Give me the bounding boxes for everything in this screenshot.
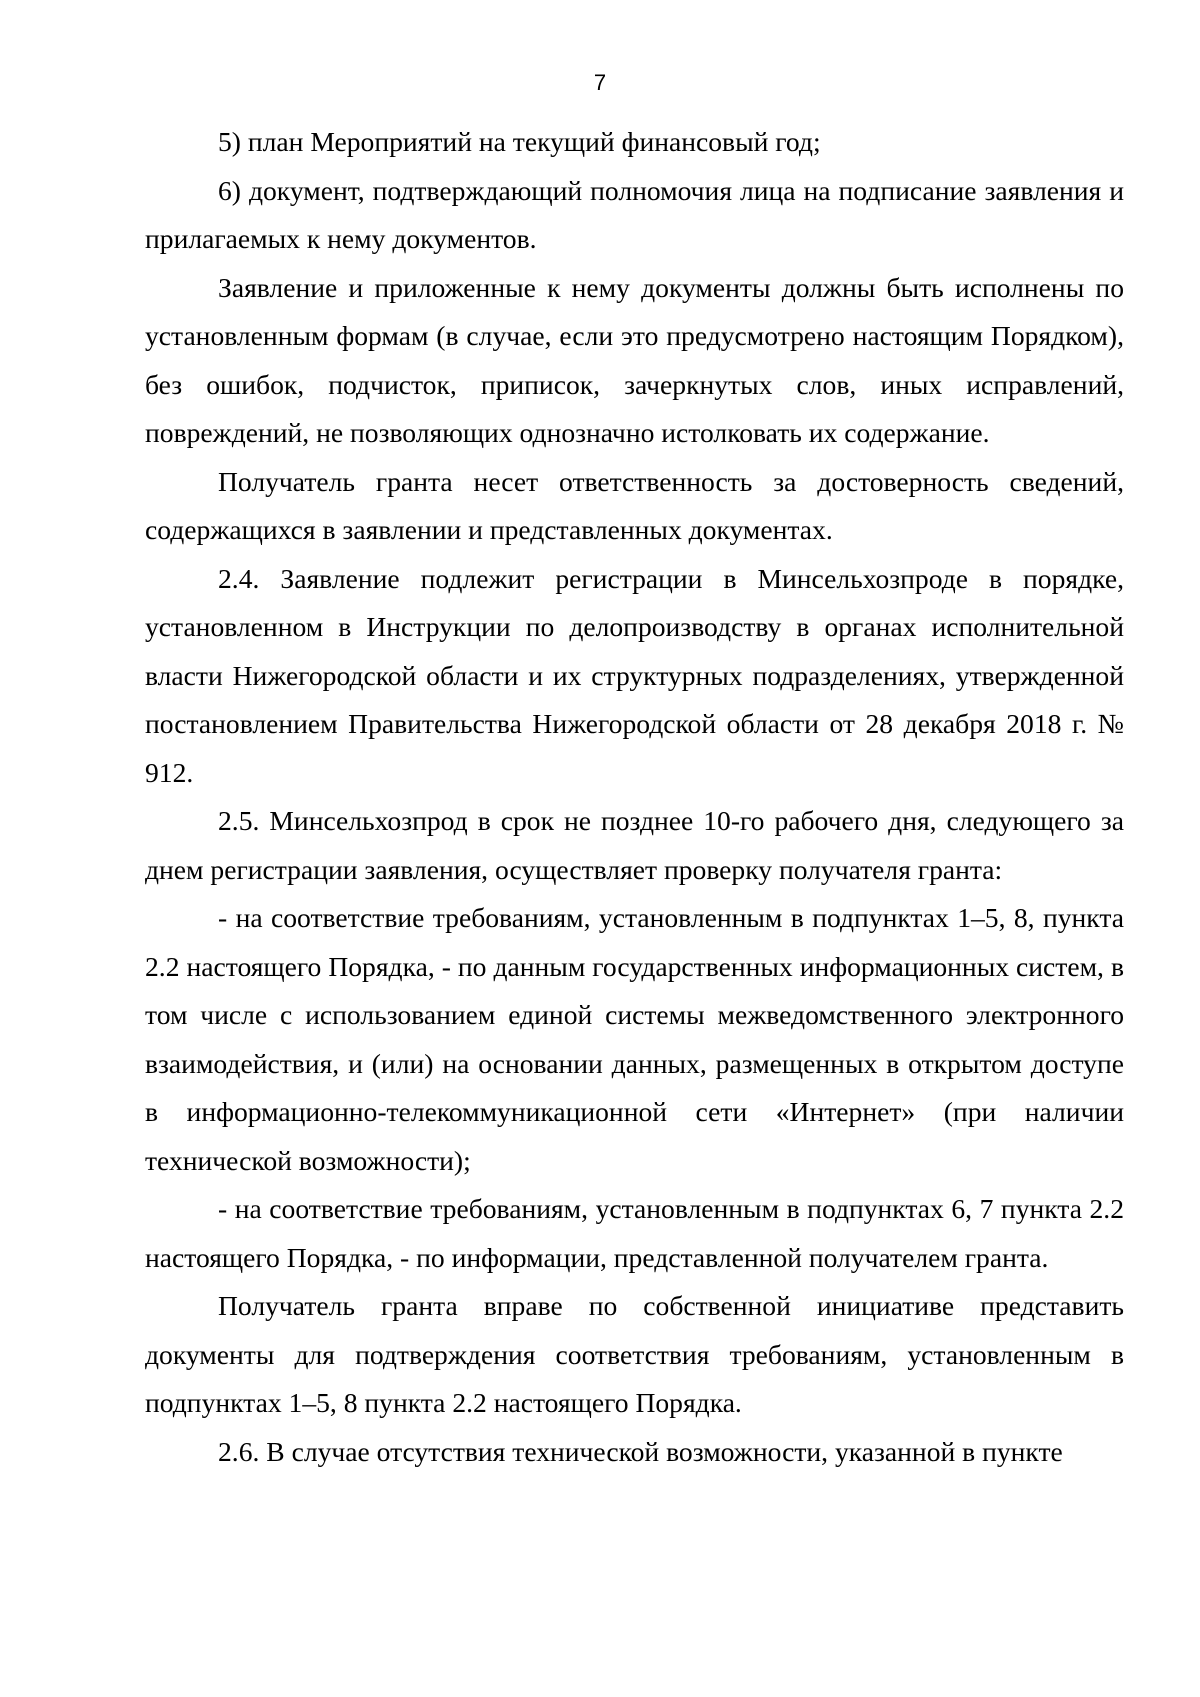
clause-2-5: 2.5. Минсельхозпрод в срок не позднее 10-го рабочего дня, следующего за днем регистрации заявления, осуществляет проверку получателя гранта:	[145, 805, 1124, 885]
document-body	[145, 117, 1124, 1476]
clause-2-5-bullet-2: - на соответствие требованиям, установленным в подпунктах 6, 7 пункта 2.2 настоящего Порядка, - по информации, представленной получателем гранта.	[145, 1193, 1124, 1273]
clause-2-4: 2.4. Заявление подлежит регистрации в Минсельхозпроде в порядке, установленном в Инструкции по делопроизводству в органах исполнительной власти Нижегородской области и их структурных подразделениях, утвержденной постановлением Правительства Нижегородской области от 28 декабря 2018 г. № 912.	[145, 562, 1124, 788]
paragraph-application-forms: Заявление и приложенные к нему документы должны быть исполнены по установленным формам (в случае, если это предусмотрено настоящим Порядком), без ошибок, подчисток, приписок, зачеркнутых слов, иных исправлений, повреждений, не позволяющих однозначно истолковать их содержание.	[145, 271, 1124, 448]
clause-2-6: 2.6. В случае отсутствия технической возможности, указанной в пункте	[218, 1435, 1063, 1467]
page-number: 7	[593, 70, 607, 95]
list-item-5: 5) план Мероприятий на текущий финансовый год;	[218, 126, 821, 157]
paragraph-recipient-initiative: Получатель гранта вправе по собственной инициативе представить документы для подтверждения соответствия требованиям, установленным в подпунктах 1–5, 8 пункта 2.2 настоящего Порядка.	[145, 1290, 1124, 1418]
paragraph-recipient-responsibility: Получатель гранта несет ответственность за достоверность сведений, содержащихся в заявлении и представленных документах.	[145, 465, 1124, 545]
list-item-6: 6) документ, подтверждающий полномочия лица на подписание заявления и прилагаемых к нему документов.	[145, 174, 1124, 254]
clause-2-5-bullet-1: - на соответствие требованиям, установленным в подпунктах 1–5, 8, пункта 2.2 настоящего Порядка, - по данным государственных информационных систем, в том числе с использованием единой системы межведомственного электронного взаимодействия, и (или) на основании данных, размещенных в открытом доступе в информационно-телекоммуникационной сети «Интернет» (при наличии технической возможности);	[145, 902, 1124, 1176]
